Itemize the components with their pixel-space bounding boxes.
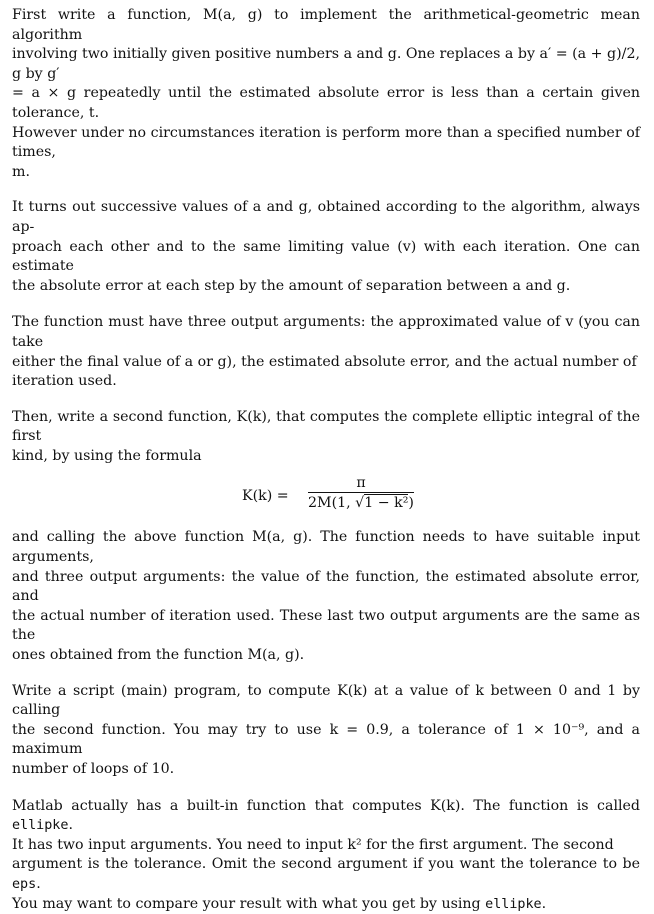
code-ellipke: ellipke <box>485 896 542 912</box>
paragraph-main-script <box>12 682 640 780</box>
paragraph-elliptic-function <box>12 408 640 467</box>
text-line <box>12 895 640 914</box>
text-span: . <box>68 817 73 834</box>
text-line: the second function. You may try to use k = 0.9, a tolerance of 1 × 10⁻⁹, and a maximum <box>12 721 640 758</box>
text-line: number of loops of 10. <box>12 761 175 777</box>
formula-denominator <box>307 493 415 513</box>
denominator-suffix: ) <box>408 495 414 512</box>
paragraph-output-arguments <box>12 313 640 391</box>
paragraph-agm-definition <box>12 6 640 182</box>
text-line: Write a script (main) program, to compute K(k) at a value of k between 0 and 1 by calling <box>12 682 640 719</box>
formula-fraction <box>307 474 415 513</box>
text-line: either the final value of a or g), the estimated absolute error, and the actual number of <box>12 353 637 370</box>
text-line: m. <box>12 163 30 180</box>
text-line: the actual number of iteration used. These last two output arguments are the same as the <box>12 607 640 644</box>
text-line: involving two initially given positive numbers a and g. One replaces a by a′ = (a + g)/2, g by g′ <box>12 46 640 82</box>
text-line: and three output arguments: the value of the function, the estimated absolute error, and <box>12 568 640 605</box>
paragraph-convergence <box>12 198 640 296</box>
text-line: iteration used. <box>12 373 117 390</box>
text-line: First write a function, M(a, g) to implement the arithmetical-geometric mean algorithm <box>12 7 640 43</box>
text-line: The function must have three output arguments: the approximated value of v (you can take <box>12 314 640 350</box>
text-span: . <box>36 875 41 892</box>
formula-lhs: K(k) = <box>242 488 289 505</box>
text-line: ones obtained from the function M(a, g). <box>12 647 305 664</box>
text-line: proach each other and to the same limiting value (v) with each iteration. One can estimate <box>12 238 640 275</box>
text-line: = a × g repeatedly until the estimated absolute error is less than a certain given tolerance, t. <box>12 85 640 121</box>
code-ellipke: ellipke <box>12 818 69 834</box>
text-line: However under no circumstances iteration is perform more than a specified number of times, <box>12 124 640 161</box>
text-line: kind, by using the formula <box>12 447 202 464</box>
text-line: the absolute error at each step by the amount of separation between a and g. <box>12 277 571 294</box>
text-line: and calling the above function M(a, g). The function needs to have suitable input arguments, <box>12 529 640 566</box>
formula-numerator: π <box>356 475 366 492</box>
text-line <box>12 797 640 836</box>
paragraph-calling-agm <box>12 528 640 665</box>
text-span: argument is the tolerance. Omit the second argument if you want the tolerance to be <box>12 856 640 873</box>
text-line: It has two input arguments. You need to input k² for the first argument. The second <box>12 836 614 853</box>
text-line: It turns out successive values of a and g, obtained according to the algorithm, always ap- <box>12 199 640 235</box>
text-line: Then, write a second function, K(k), that computes the complete elliptic integral of the first <box>12 408 640 445</box>
text-span: You may want to compare your result with what you get by using <box>12 895 486 912</box>
text-span: Matlab actually has a built-in function that computes K(k). The function is called <box>12 797 640 814</box>
text-span: . <box>541 895 547 912</box>
paragraph-ellipke <box>12 797 640 914</box>
elliptic-integral-formula <box>12 466 640 528</box>
denominator-prefix: 2M(1, √ <box>308 495 365 512</box>
denominator-radicand: 1 − k² <box>364 495 409 512</box>
text-line <box>12 855 640 894</box>
code-eps: eps <box>12 876 37 892</box>
